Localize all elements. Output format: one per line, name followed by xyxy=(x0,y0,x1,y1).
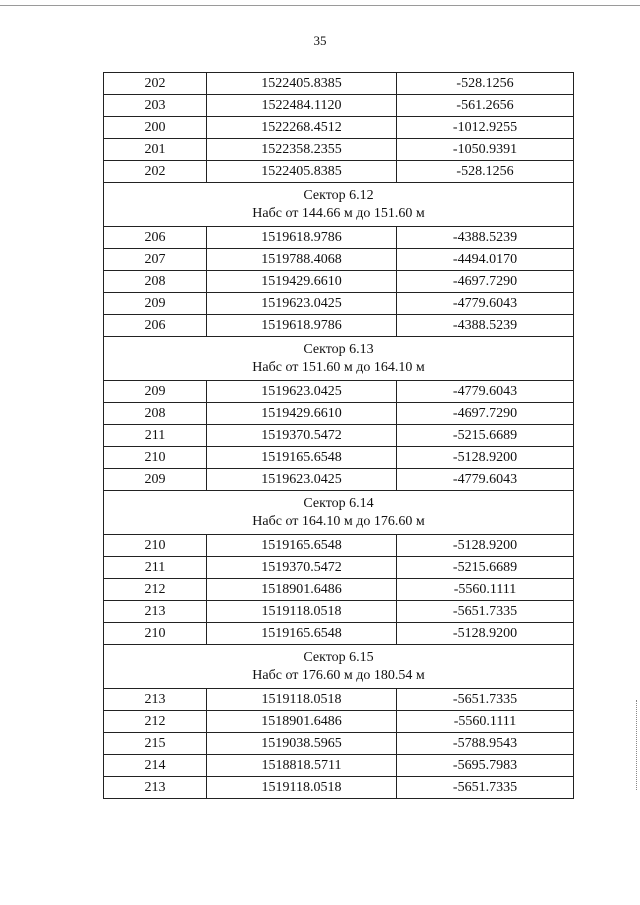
sector-height-range: Набс от 144.66 м до 151.60 м xyxy=(252,205,425,221)
sector-title: Сектор 6.13 xyxy=(303,341,374,357)
point-number-cell: 209 xyxy=(104,469,207,491)
table-row xyxy=(104,535,574,557)
sector-title: Сектор 6.12 xyxy=(303,187,374,203)
scan-edge-marks xyxy=(636,700,640,790)
sector-height-range: Набс от 176.60 м до 180.54 м xyxy=(252,667,425,683)
y-coordinate-cell: -5215.6689 xyxy=(397,425,574,447)
coordinates-table-body xyxy=(104,73,574,799)
y-coordinate-cell: -5651.7335 xyxy=(397,689,574,711)
top-rule xyxy=(0,5,640,6)
point-number-cell: 206 xyxy=(104,315,207,337)
x-coordinate-cell: 1519618.9786 xyxy=(207,315,397,337)
point-number-cell: 212 xyxy=(104,711,207,733)
point-number-cell: 214 xyxy=(104,755,207,777)
sector-header-row xyxy=(104,337,574,381)
y-coordinate-cell: -5560.1111 xyxy=(397,579,574,601)
y-coordinate-cell: -1050.9391 xyxy=(397,139,574,161)
point-number-cell: 215 xyxy=(104,733,207,755)
y-coordinate-cell: -528.1256 xyxy=(397,73,574,95)
x-coordinate-cell: 1519118.0518 xyxy=(207,689,397,711)
table-row xyxy=(104,381,574,403)
point-number-cell: 211 xyxy=(104,425,207,447)
point-number-cell: 202 xyxy=(104,161,207,183)
x-coordinate-cell: 1519165.6548 xyxy=(207,623,397,645)
table-row xyxy=(104,733,574,755)
y-coordinate-cell: -4779.6043 xyxy=(397,469,574,491)
x-coordinate-cell: 1522358.2355 xyxy=(207,139,397,161)
point-number-cell: 212 xyxy=(104,579,207,601)
table-row xyxy=(104,689,574,711)
x-coordinate-cell: 1518901.6486 xyxy=(207,579,397,601)
table-row xyxy=(104,557,574,579)
table-row xyxy=(104,469,574,491)
page-number: 35 xyxy=(313,33,327,48)
coordinates-table xyxy=(103,72,574,799)
point-number-cell: 213 xyxy=(104,689,207,711)
table-row xyxy=(104,73,574,95)
table-row xyxy=(104,403,574,425)
point-number-cell: 208 xyxy=(104,271,207,293)
x-coordinate-cell: 1519165.6548 xyxy=(207,535,397,557)
y-coordinate-cell: -5215.6689 xyxy=(397,557,574,579)
table-row xyxy=(104,579,574,601)
y-coordinate-cell: -5128.9200 xyxy=(397,623,574,645)
y-coordinate-cell: -4388.5239 xyxy=(397,315,574,337)
table-row xyxy=(104,425,574,447)
y-coordinate-cell: -5560.1111 xyxy=(397,711,574,733)
point-number-cell: 210 xyxy=(104,447,207,469)
table-row xyxy=(104,447,574,469)
x-coordinate-cell: 1522405.8385 xyxy=(207,161,397,183)
y-coordinate-cell: -4779.6043 xyxy=(397,381,574,403)
x-coordinate-cell: 1519370.5472 xyxy=(207,425,397,447)
x-coordinate-cell: 1519618.9786 xyxy=(207,227,397,249)
table-row xyxy=(104,601,574,623)
x-coordinate-cell: 1522405.8385 xyxy=(207,73,397,95)
sector-header-cell xyxy=(104,491,574,535)
x-coordinate-cell: 1522268.4512 xyxy=(207,117,397,139)
y-coordinate-cell: -5651.7335 xyxy=(397,777,574,799)
table-row xyxy=(104,139,574,161)
x-coordinate-cell: 1518818.5711 xyxy=(207,755,397,777)
x-coordinate-cell: 1519429.6610 xyxy=(207,403,397,425)
x-coordinate-cell: 1519623.0425 xyxy=(207,469,397,491)
table-row xyxy=(104,249,574,271)
table-row xyxy=(104,95,574,117)
sector-height-range: Набс от 164.10 м до 176.60 м xyxy=(252,513,425,529)
x-coordinate-cell: 1519623.0425 xyxy=(207,381,397,403)
table-row xyxy=(104,117,574,139)
point-number-cell: 209 xyxy=(104,381,207,403)
point-number-cell: 208 xyxy=(104,403,207,425)
y-coordinate-cell: -561.2656 xyxy=(397,95,574,117)
x-coordinate-cell: 1519429.6610 xyxy=(207,271,397,293)
sector-title: Сектор 6.14 xyxy=(303,495,374,511)
sector-header-row xyxy=(104,183,574,227)
table-row xyxy=(104,293,574,315)
sector-header-cell xyxy=(104,337,574,381)
y-coordinate-cell: -5128.9200 xyxy=(397,535,574,557)
y-coordinate-cell: -528.1256 xyxy=(397,161,574,183)
y-coordinate-cell: -5695.7983 xyxy=(397,755,574,777)
point-number-cell: 201 xyxy=(104,139,207,161)
sector-header-cell xyxy=(104,645,574,689)
y-coordinate-cell: -4697.7290 xyxy=(397,271,574,293)
sector-title: Сектор 6.15 xyxy=(303,649,374,665)
table-row xyxy=(104,777,574,799)
point-number-cell: 207 xyxy=(104,249,207,271)
x-coordinate-cell: 1519623.0425 xyxy=(207,293,397,315)
x-coordinate-cell: 1519118.0518 xyxy=(207,777,397,799)
table-row xyxy=(104,711,574,733)
y-coordinate-cell: -4388.5239 xyxy=(397,227,574,249)
point-number-cell: 210 xyxy=(104,535,207,557)
x-coordinate-cell: 1522484.1120 xyxy=(207,95,397,117)
y-coordinate-cell: -5128.9200 xyxy=(397,447,574,469)
point-number-cell: 203 xyxy=(104,95,207,117)
x-coordinate-cell: 1519038.5965 xyxy=(207,733,397,755)
table-row xyxy=(104,271,574,293)
x-coordinate-cell: 1519118.0518 xyxy=(207,601,397,623)
x-coordinate-cell: 1519788.4068 xyxy=(207,249,397,271)
x-coordinate-cell: 1519165.6548 xyxy=(207,447,397,469)
sector-header-row xyxy=(104,645,574,689)
x-coordinate-cell: 1519370.5472 xyxy=(207,557,397,579)
point-number-cell: 213 xyxy=(104,601,207,623)
table-row xyxy=(104,315,574,337)
table-row xyxy=(104,755,574,777)
x-coordinate-cell: 1518901.6486 xyxy=(207,711,397,733)
point-number-cell: 202 xyxy=(104,73,207,95)
point-number-cell: 209 xyxy=(104,293,207,315)
y-coordinate-cell: -5651.7335 xyxy=(397,601,574,623)
sector-header-cell xyxy=(104,183,574,227)
table-row xyxy=(104,623,574,645)
point-number-cell: 210 xyxy=(104,623,207,645)
sector-header-row xyxy=(104,491,574,535)
y-coordinate-cell: -5788.9543 xyxy=(397,733,574,755)
table-row xyxy=(104,161,574,183)
point-number-cell: 206 xyxy=(104,227,207,249)
y-coordinate-cell: -4697.7290 xyxy=(397,403,574,425)
y-coordinate-cell: -4779.6043 xyxy=(397,293,574,315)
y-coordinate-cell: -1012.9255 xyxy=(397,117,574,139)
sector-height-range: Набс от 151.60 м до 164.10 м xyxy=(252,359,425,375)
y-coordinate-cell: -4494.0170 xyxy=(397,249,574,271)
point-number-cell: 200 xyxy=(104,117,207,139)
point-number-cell: 213 xyxy=(104,777,207,799)
point-number-cell: 211 xyxy=(104,557,207,579)
table-row xyxy=(104,227,574,249)
